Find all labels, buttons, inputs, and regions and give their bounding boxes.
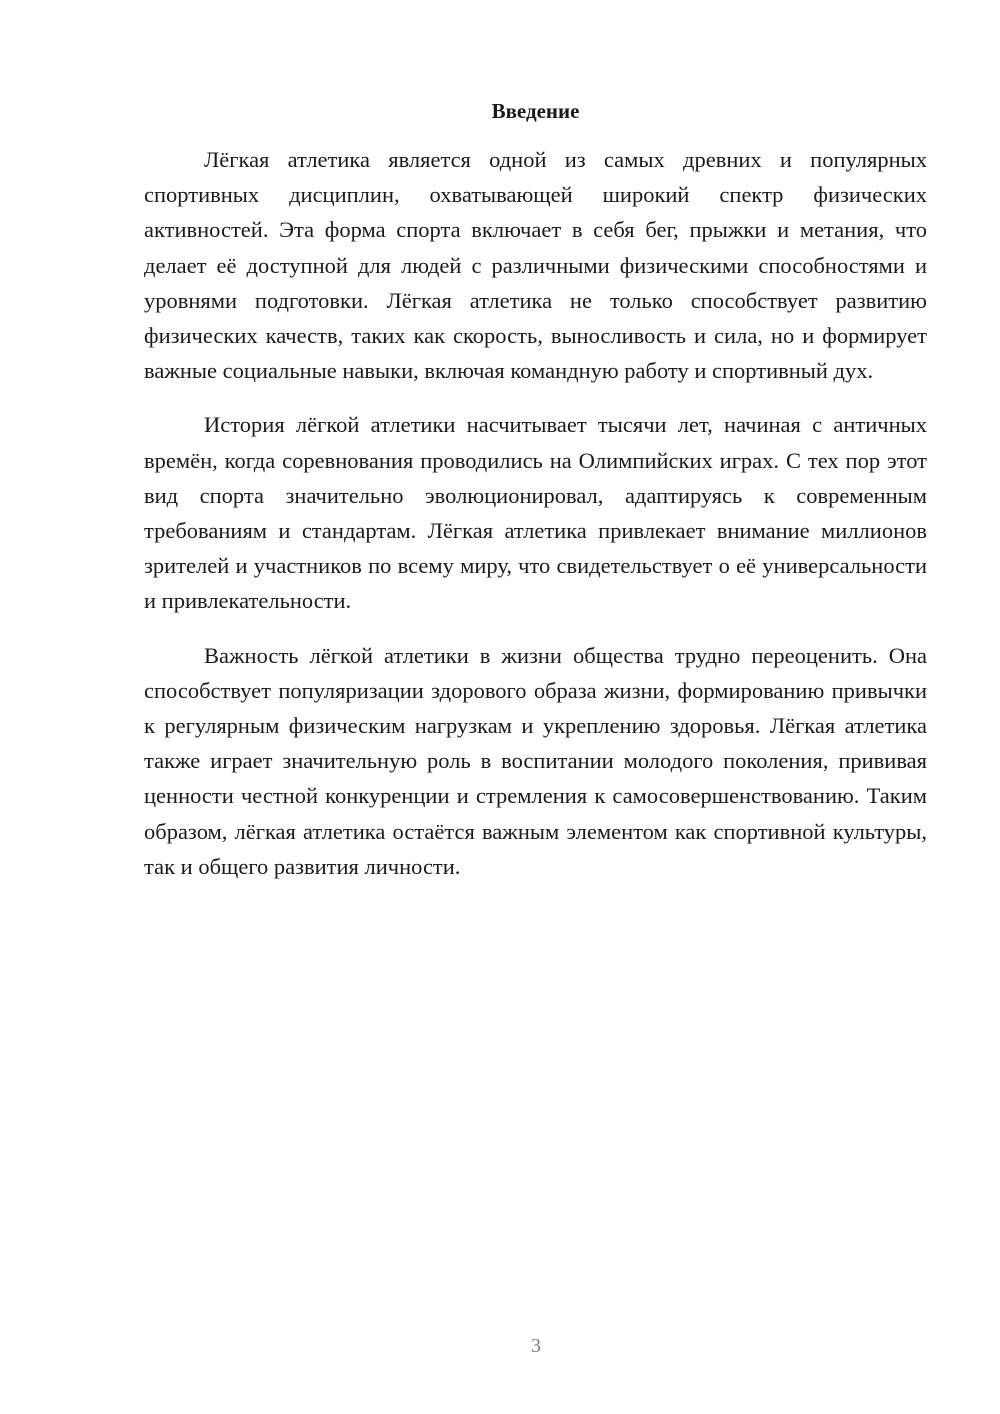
section-title: Введение bbox=[491, 99, 580, 123]
paragraph-2: История лёгкой атлетики насчитывает тысячи лет, начиная с античных времён, когда соревнования проводились на Олимпийских играх. С тех пор этот вид спорта значительно эволюционировал, адаптируясь к современным требованиям и стандартам. Лёгкая атлетика привлекает внимание миллионов зрителей и участников по всему миру, что свидетельствует о её универсальности и привлекательности. bbox=[144, 412, 927, 614]
paragraph-1: Лёгкая атлетика является одной из самых древних и популярных спортивных дисциплин, охватывающей широкий спектр физических активностей. Эта форма спорта включает в себя бег, прыжки и метания, что делает её доступной для людей с различными физическими способностями и уровнями подготовки. Лёгкая атлетика не только способствует развитию физических качеств, таких как скорость, выносливость и сила, но и формирует важные социальные навыки, включая командную работу и спортивный дух. bbox=[144, 147, 927, 384]
paragraph-3: Важность лёгкой атлетики в жизни общества трудно переоценить. Она способствует популяризации здорового образа жизни, формированию привычки к регулярным физическим нагрузкам и укреплению здоровья. Лёгкая атлетика также играет значительную роль в воспитании молодого поколения, прививая ценности честной конкуренции и стремления к самосовершенствованию. Таким образом, лёгкая атлетика остаётся важным элементом как спортивной культуры, так и общего развития личности. bbox=[144, 642, 927, 879]
document-body bbox=[144, 142, 927, 903]
page-number: 3 bbox=[531, 1335, 541, 1357]
